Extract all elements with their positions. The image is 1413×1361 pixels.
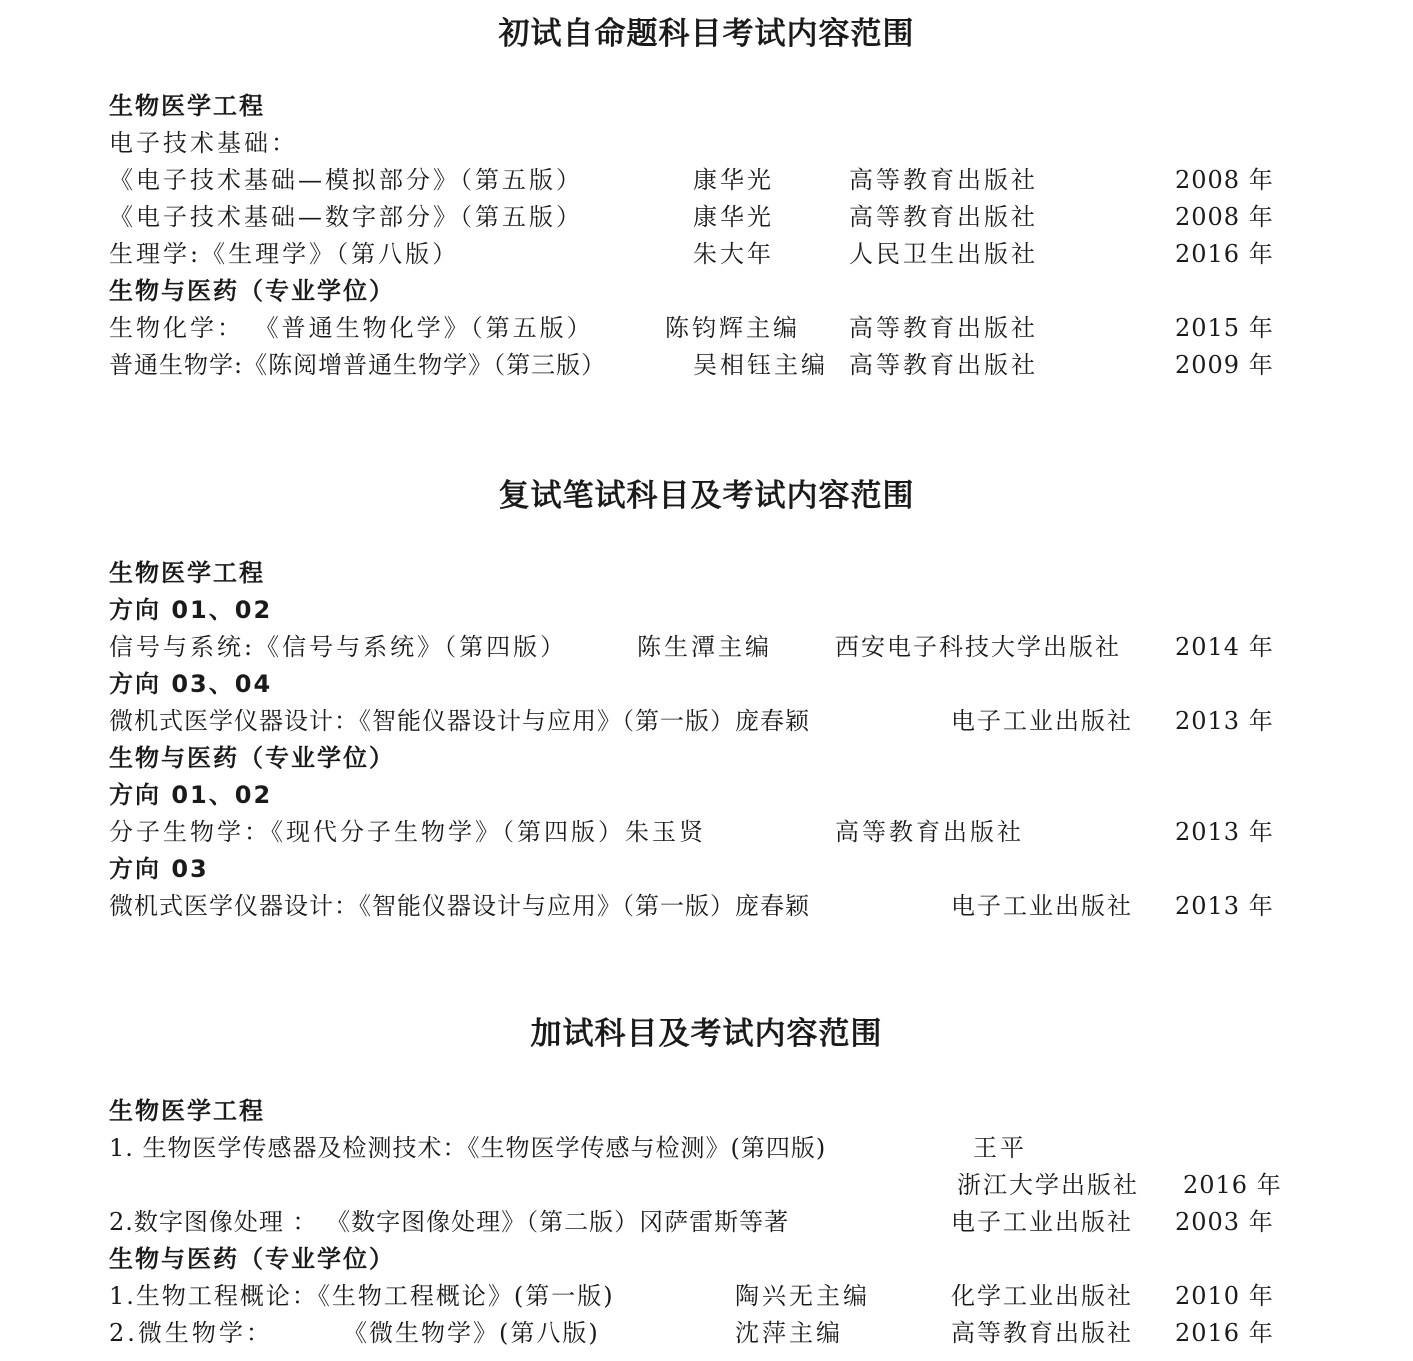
direction-heading: 方向 01、02 [109,781,273,809]
section-heading-row [0,1241,1413,1278]
book-publisher: 高等教育出版社 [849,351,1038,379]
book-row [0,162,1413,199]
major-heading: 生物医学工程 [109,92,265,120]
major-heading: 生物医学工程 [109,1097,265,1125]
major-heading: 生物与医药（专业学位） [109,744,395,772]
book-row [0,310,1413,347]
book-row [0,199,1413,236]
book-author: 沈萍主编 [735,1319,843,1347]
section-heading-row [0,273,1413,310]
section-title-retest: 复试笔试科目及考试内容范围 [498,478,915,514]
book-title: 2.数字图像处理 ： 《数字图像处理》（第二版）冈萨雷斯等著 [109,1208,790,1236]
book-publisher: 电子工业出版社 [951,1208,1133,1236]
book-publisher: 化学工业出版社 [951,1282,1133,1310]
book-title: 1. 生物医学传感器及检测技术：《生物医学传感与检测》(第四版) [109,1134,827,1162]
book-row [0,1315,1413,1352]
book-row [0,814,1413,851]
book-year: 2008 年 [1175,203,1274,231]
book-author: 康华光 [693,166,774,194]
section-heading-row [0,1093,1413,1130]
book-author: 朱大年 [693,240,774,268]
book-title: 微机式医学仪器设计：《智能仪器设计与应用》（第一版）庞春颖 [109,892,810,920]
book-author: 陶兴无主编 [735,1282,870,1310]
book-year: 2015 年 [1175,314,1274,342]
subject-label: 电子技术基础： [109,129,298,157]
book-publisher: 高等教育出版社 [835,818,1024,846]
direction-row [0,777,1413,814]
major-heading: 生物医学工程 [109,559,265,587]
book-title: 普通生物学:《陈阅增普通生物学》（第三版） [109,351,607,379]
book-row [0,347,1413,384]
book-publisher: 电子工业出版社 [951,892,1133,920]
book-year: 2003 年 [1175,1208,1274,1236]
book-author: 康华光 [693,203,774,231]
book-row [0,1130,1413,1167]
major-heading: 生物与医药（专业学位） [109,1245,395,1273]
book-year: 2016 年 [1183,1171,1282,1199]
book-row-continued [0,1167,1413,1204]
book-publisher: 高等教育出版社 [951,1319,1133,1347]
book-year: 2009 年 [1175,351,1274,379]
book-row [0,629,1413,666]
major-heading: 生物与医药（专业学位） [109,277,395,305]
book-title: 1.生物工程概论：《生物工程概论》(第一版) [109,1282,615,1310]
subject-row [0,125,1413,162]
book-publisher: 浙江大学出版社 [957,1171,1139,1199]
book-publisher: 电子工业出版社 [951,707,1133,735]
book-subject: 2.微生物学： [109,1319,273,1347]
book-row [0,1278,1413,1315]
direction-heading: 方向 03、04 [109,670,273,698]
section-heading-row [0,88,1413,125]
book-title: 微机式医学仪器设计：《智能仪器设计与应用》（第一版）庞春颖 [109,707,810,735]
book-year: 2013 年 [1175,707,1274,735]
book-year: 2013 年 [1175,818,1274,846]
book-year: 2016 年 [1175,1319,1274,1347]
direction-heading: 方向 03 [109,855,209,883]
book-publisher: 高等教育出版社 [849,314,1038,342]
section-heading-row [0,555,1413,592]
direction-row [0,592,1413,629]
book-title: 分子生物学：《现代分子生物学》（第四版）朱玉贤 [109,818,706,846]
book-year: 2014 年 [1175,633,1274,661]
book-publisher: 高等教育出版社 [849,203,1038,231]
book-title: 生物化学： 《普通生物化学》（第五版） [109,314,594,342]
book-publisher: 高等教育出版社 [849,166,1038,194]
section-title-preliminary: 初试自命题科目考试内容范围 [498,16,915,52]
book-author: 陈生潭主编 [637,633,772,661]
direction-row [0,851,1413,888]
book-title: 《微生物学》(第八版) [343,1319,600,1347]
book-author: 王平 [973,1134,1027,1162]
direction-heading: 方向 01、02 [109,596,273,624]
book-year: 2016 年 [1175,240,1274,268]
book-row [0,236,1413,273]
direction-row [0,666,1413,703]
book-year: 2010 年 [1175,1282,1274,1310]
section-heading-row [0,740,1413,777]
book-year: 2008 年 [1175,166,1274,194]
section-title-additional: 加试科目及考试内容范围 [530,1016,883,1052]
book-row [0,888,1413,925]
book-publisher: 人民卫生出版社 [849,240,1038,268]
book-publisher: 西安电子科技大学出版社 [835,633,1121,661]
book-row [0,1204,1413,1241]
book-title: 《电子技术基础—数字部分》（第五版） [109,203,583,231]
book-title: 生理学:《生理学》（第八版） [109,240,460,268]
book-author: 吴相钰主编 [693,351,828,379]
book-title: 《电子技术基础—模拟部分》（第五版） [109,166,583,194]
book-year: 2013 年 [1175,892,1274,920]
book-title: 信号与系统:《信号与系统》（第四版） [109,633,568,661]
book-row [0,703,1413,740]
book-author: 陈钧辉主编 [665,314,800,342]
